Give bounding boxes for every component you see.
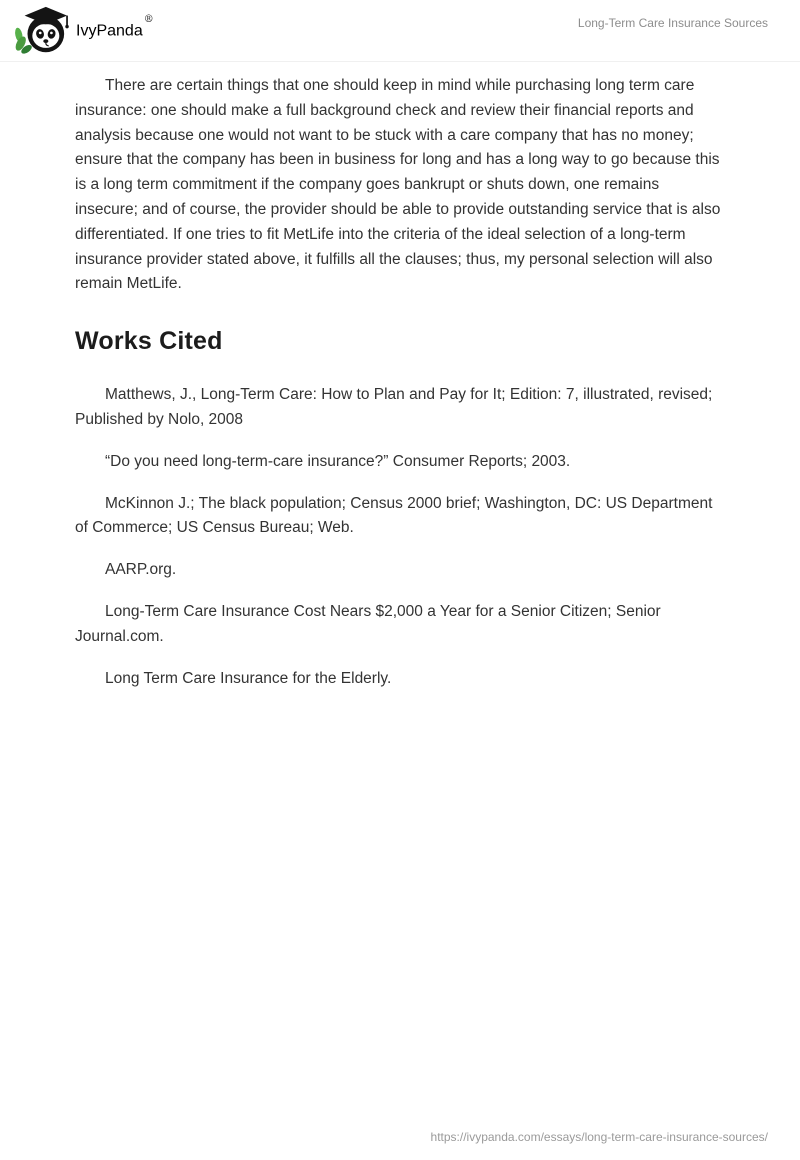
citations-list bbox=[75, 383, 724, 691]
registered-mark: ® bbox=[143, 13, 154, 25]
document-title: Long-Term Care Insurance Sources bbox=[577, 16, 768, 30]
source-url[interactable]: https://ivypanda.com/essays/long-term-care-insurance-sources/ bbox=[430, 1130, 768, 1144]
essay-content bbox=[0, 62, 800, 691]
works-cited-heading: Works Cited bbox=[75, 327, 223, 356]
citation-item: “Do you need long-term-care insurance?” Consumer Reports; 2003. bbox=[105, 452, 571, 470]
panda-graduate-icon bbox=[12, 4, 70, 58]
header bbox=[0, 0, 800, 62]
citation-item: McKinnon J.; The black population; Census 2000 brief; Washington, DC: US Department of Commerce; US Census Bureau; Web. bbox=[75, 494, 713, 537]
citation-item: Long Term Care Insurance for the Elderly. bbox=[105, 669, 392, 687]
citation-item: Matthews, J., Long-Term Care: How to Plan and Pay for It; Edition: 7, illustrated, revised; Published by Nolo, 2008 bbox=[75, 386, 713, 428]
footer bbox=[431, 1128, 768, 1146]
citation-item: AARP.org. bbox=[105, 561, 177, 579]
body-paragraph: There are certain things that one should keep in mind while purchasing long term care insurance: one should make a full background check and review their financial reports and analysis because one would not want to be stuck with a care company that has no money; ensure that the company has been in business for long and has a long way to go because this is a long term commitment if the company goes bankrupt or shuts down, one remains insecure; and of course, the provider should be able to provide outstanding service that is also differentiated. If one tries to fit MetLife into the criteria of the ideal selection of a long-term insurance provider stated above, it fulfills all the clauses; thus, my personal selection will also remain MetLife. bbox=[75, 77, 721, 293]
ivypanda-logo[interactable] bbox=[12, 4, 154, 58]
citation-item: Long-Term Care Insurance Cost Nears $2,000 a Year for a Senior Citizen; Senior Journal.com. bbox=[75, 602, 661, 645]
brand-name: IvyPanda® bbox=[76, 13, 154, 40]
